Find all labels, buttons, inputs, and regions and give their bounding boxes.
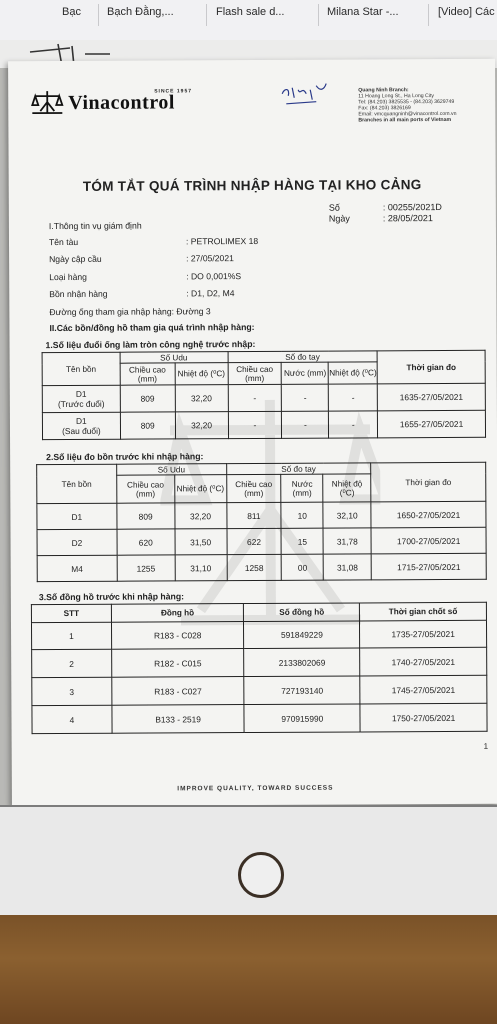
cell: R182 - C015 [111,649,244,678]
cell: 32,10 [323,502,371,528]
col-ten-bon: Tên bồn [42,352,120,385]
cell: 809 [120,412,175,439]
branch-line: 11 Hoang Long St., Ha Long City [358,93,435,100]
cell: 1745-27/05/2021 [360,675,487,704]
doc-number [328,202,442,213]
logo-name: Vinacontrol [68,91,175,114]
doc-date-value: : 28/05/2021 [382,213,433,224]
pre-flush-table [42,350,486,440]
logo-since: SINCE 1957 [154,88,193,95]
cell: 1635-27/05/2021 [377,383,485,411]
cell: 1740-27/05/2021 [360,647,487,676]
col-thoi-gian: Thời gian đo [377,350,485,384]
cell: 2 [32,649,112,677]
handwritten-note [276,80,336,110]
browser-tab[interactable]: Bạc [62,6,81,18]
col-thoi-gian: Thời gian đo [371,462,486,502]
cell: 2133802069 [244,648,360,677]
info-label: Ngày cập cầu [49,253,102,265]
info-label: Bồn nhận hàng [49,288,108,300]
col-ten-bon: Tên bồn [37,464,117,503]
info-label: Tên tàu [48,236,79,248]
table-row [42,383,485,412]
pipeline-info: Đường ống tham gia nhập hàng: Đường 3 [49,306,211,318]
cell: R183 - C027 [112,677,245,706]
wooden-desk [0,915,497,1024]
branch-line: Fax: (84.203) 3826169 [358,105,411,112]
table-row [42,410,485,439]
cell: 3 [32,677,112,705]
branch-line: Email: vmcquangninh@vinacontrol.com.vn [358,110,457,118]
col-nuoc: Nước (mm) [281,474,323,502]
col-chieu-cao: Chiều cao (mm) [228,362,282,384]
cell: 727193140 [244,676,360,705]
col-so-dong-ho: Số đồng hồ [244,603,360,622]
cell: 1750-27/05/2021 [360,703,487,732]
col-chieu-cao: Chiều cao (mm) [116,475,174,503]
cell: - [282,384,329,411]
branch-title: Quang Ninh Branch: [358,87,409,94]
col-chieu-cao: Chiều cao (mm) [226,474,281,502]
info-row [48,235,259,248]
col-so-udu: Số Udu [120,352,228,364]
table3-heading: 3.Số đồng hồ trước khi nhập hàng: [38,591,185,603]
cell: 31,08 [323,554,371,580]
info-value: : DO 0,001%S [186,271,242,282]
cell: 809 [120,385,175,412]
home-button[interactable] [238,852,284,898]
cell: 31,50 [175,529,227,555]
table-row [32,647,487,677]
document-page [8,59,497,807]
cell: 809 [117,503,175,529]
cell: 620 [117,529,175,555]
table-row [37,527,486,555]
tank-cell [42,385,120,412]
meter-reading-table [31,602,488,734]
col-chieu-cao: Chiều cao (mm) [120,363,175,385]
cell: - [329,411,378,438]
cell: 32,20 [174,503,226,529]
info-value: : 27/05/2021 [186,253,234,264]
tank-name: D1 [75,388,87,399]
col-so-udu: Số Udu [116,464,226,476]
footer-slogan: IMPROVE QUALITY, TOWARD SUCCESS [177,784,334,793]
tank-sub: (Sau đuổi) [62,425,101,437]
branch-info [358,87,456,124]
browser-tab-strip [0,0,497,41]
cell: 1650-27/05/2021 [371,501,486,528]
doc-date [328,213,433,224]
branch-line: Tel: (84.203) 3825535 - (84.203) 3629749 [358,98,455,106]
cell: - [228,411,282,438]
browser-tab[interactable]: Flash sale d... [216,6,285,18]
col-nuoc: Nước (mm) [282,362,329,384]
cell: 1258 [227,554,282,580]
vinacontrol-scale-icon [30,89,64,115]
cell: 811 [226,502,281,528]
col-nhiet-do: Nhiệt độ (⁰C) [328,362,377,384]
cell: 1735-27/05/2021 [360,620,487,648]
cell: 1 [31,622,111,649]
browser-tab[interactable]: Bạch Đằng,... [107,6,174,18]
cell: 1255 [117,555,175,581]
page-number: 1 [483,741,489,751]
col-so-do-tay: Số đo tay [228,351,378,363]
col-so-do-tay: Số đo tay [226,463,371,475]
cell: - [228,384,282,411]
branch-line: Branches in all main ports of Vietnam [358,116,452,124]
browser-tab[interactable]: [Video] Các [438,6,495,18]
table1-heading: 1.Số liệu đuổi ống làm tròn công nghệ trước nhập: [45,338,256,351]
col-stt: STT [31,604,111,622]
tank-name: M4 [37,555,117,581]
tab-divider [98,4,99,26]
tank-sub: (Trước đuổi) [57,398,105,410]
tab-divider [428,4,429,26]
section-2-heading: II.Các bồn/đồng hồ tham gia quá trình nhập hàng: [49,321,255,334]
table2-heading: 2.Số liệu đo bồn trước khi nhập hàng: [46,451,204,463]
browser-tab[interactable]: Milana Star -... [327,6,399,18]
cell: 970915990 [244,704,360,733]
tab-divider [206,4,207,26]
col-nhiet-do: Nhiệt độ (⁰C) [175,363,228,385]
cell: 1715-27/05/2021 [371,553,486,580]
cell: 32,20 [175,385,228,412]
cell: 31,78 [323,528,371,554]
cell: 00 [282,554,324,580]
table-row [32,675,487,705]
pre-receipt-tank-table [36,462,487,582]
tank-cell [42,412,120,439]
tank-name: D2 [37,529,117,555]
doc-number-label: Số [328,202,340,213]
cell: - [282,411,329,438]
table-row [31,620,486,649]
info-label: Loại hàng [49,271,87,283]
cell: R183 - C028 [111,622,244,650]
info-row [49,288,235,300]
cell: 591849229 [244,621,360,649]
col-nhiet-do: Nhiệt độ (⁰C) [323,474,371,502]
info-value: : D1, D2, M4 [186,288,235,299]
doc-number-value: : 00255/2021D [382,202,442,213]
info-row [49,271,242,283]
tank-name: D1 [37,503,117,529]
col-thoi-gian-chot: Thời gian chốt số [360,602,487,621]
cell: 1700-27/05/2021 [371,527,486,554]
cell: 10 [281,502,323,528]
section-1-heading: I.Thông tin vụ giám định [48,220,142,232]
cell: 15 [281,528,323,554]
cell: 32,20 [175,412,228,439]
cell: 1655-27/05/2021 [378,410,486,438]
col-nhiet-do: Nhiệt độ (⁰C) [174,475,226,503]
cell: 31,10 [175,555,227,581]
table-row [32,703,487,733]
cell: 4 [32,705,112,733]
document-title: TÓM TẮT QUÁ TRÌNH NHẬP HÀNG TẠI KHO CẢNG [82,177,422,194]
tab-divider [318,4,319,26]
doc-date-label: Ngày [328,213,350,224]
table-row [37,553,486,581]
col-dong-ho: Đồng hồ [111,604,244,623]
cell: - [329,384,378,411]
cell: 622 [227,528,282,554]
info-row [49,253,234,265]
tank-name: D1 [75,415,87,426]
table-row [37,501,486,529]
cell: B133 - 2519 [112,705,245,734]
info-value: : PETROLIMEX 18 [185,235,259,247]
